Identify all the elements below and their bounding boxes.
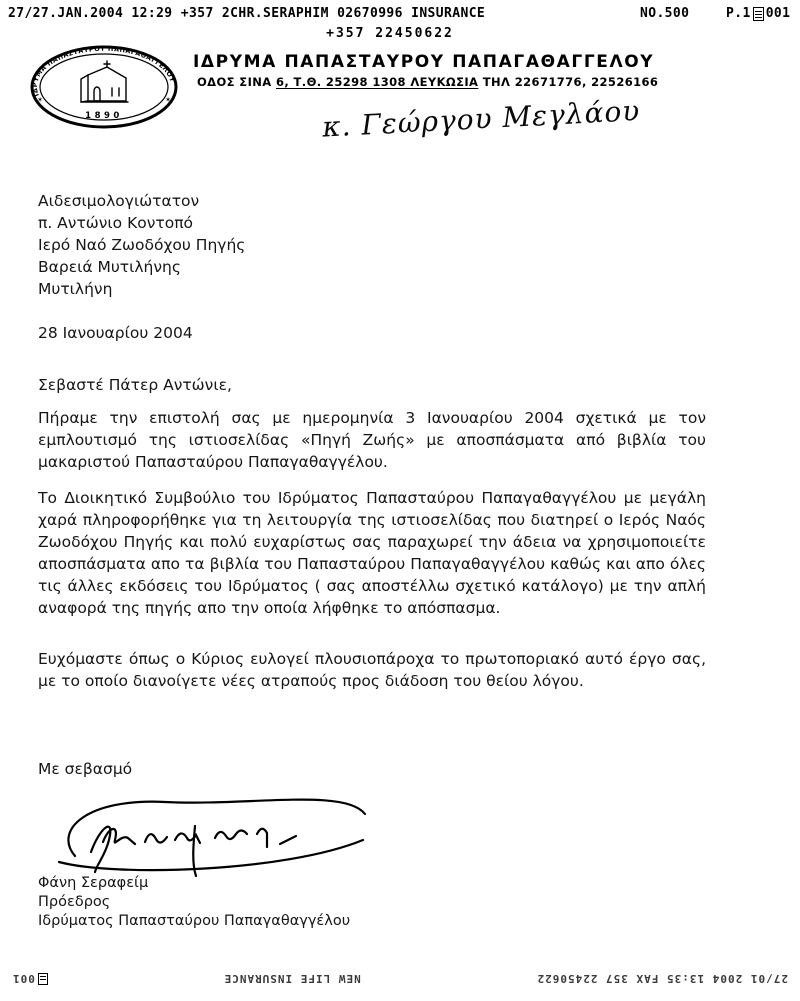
body-paragraph-1: Πήραμε την επιστολή σας με ημερομηνία 3 Ιανουαρίου 2004 σχετικά με τον εμπλουτισμό της ιστιοσελίδας «Πηγή Ζωής» με αποσπάσματα από βιβλία του μακαριστού Παπασταύρου Παπαγαθαγγέλου. <box>38 409 706 471</box>
address-street: ΟΔΟΣ ΣΙΝΑ <box>197 75 276 89</box>
signer-name: Φάνη Σεραφείμ <box>38 875 149 891</box>
svg-text:ΙΔΡΥΜΑ ΠΑΠΑΣΤΑΥΡΟΥ ΠΑΠΑΓΑΘΑΓΓΕ <box>31 45 177 98</box>
signer-block <box>38 874 350 931</box>
fax-header-no: NO.500 <box>640 6 690 21</box>
foundation-seal-icon <box>28 44 180 130</box>
letter-date: 28 Ιανουαρίου 2004 <box>38 324 193 342</box>
letterhead-address <box>197 75 658 89</box>
church-icon <box>81 61 128 102</box>
fax-page-label: P.1 <box>726 6 751 21</box>
recipient-block <box>38 190 245 300</box>
recipient-line: Αιδεσιμολογιώτατον <box>38 192 200 210</box>
recipient-line: Ιερό Ναό Ζωοδόχου Πηγής <box>38 236 246 254</box>
body-paragraph-3: Ευχόμαστε όπως ο Κύριος ευλογεί πλουσιοπάροχα το πρωτοποριακό αυτό έργο σας, με το οποίο διανοίγετε νέες ατραπούς προς διάδοση του θείου λόγου. <box>38 650 706 690</box>
recipient-line: Μυτιλήνη <box>38 280 113 298</box>
address-pobox-city: 6, Τ.Θ. 25298 1308 ΛΕΥΚΩΣΙΑ <box>275 75 479 89</box>
address-phones: ΤΗΛ 22671776, 22526166 <box>478 75 659 89</box>
salutation: Σεβαστέ Πάτερ Αντώνιε, <box>38 376 232 394</box>
fax-phone-number: +357 22450622 <box>326 26 454 41</box>
fax-header-page <box>726 6 790 21</box>
fax-header-datetime-sender: 27/27.JAN.2004 12:29 +357 2CHR.SERAPHIM 02670996 INSURANCE <box>8 6 486 21</box>
footer-page-count: 001 <box>12 972 35 986</box>
recipient-line: π. Αντώνιο Κοντοπό <box>38 214 194 232</box>
signer-org: Ιδρύματος Παπασταύρου Παπαγαθαγγέλου <box>38 913 351 929</box>
signature-icon <box>45 782 385 877</box>
footer-company: NEW LIFE INSURANCE <box>223 972 361 986</box>
signer-title: Πρόεδρος <box>38 894 111 910</box>
footer-page-icon <box>38 973 48 985</box>
recipient-line: Βαρειά Μυτιλήνης <box>38 258 181 276</box>
fax-page-count: 001 <box>765 6 791 21</box>
seal-star-right-icon: ✶ <box>165 96 171 104</box>
letterhead-org-name: ΙΔΡΥΜΑ ΠΑΠΑΣΤΑΥΡΟΥ ΠΑΠΑΓΑΘΑΓΓΕΛΟΥ <box>193 52 655 72</box>
seal-ring-text: ΙΔΡΥΜΑ ΠΑΠΑΣΤΑΥΡΟΥ ΠΑΠΑΓΑΘΑΓΓΕΛΟΥ <box>30 44 177 98</box>
seal-year: 1890 <box>85 111 123 121</box>
fax-footer-rotated <box>0 968 800 990</box>
fax-page-icon <box>753 7 764 21</box>
handwritten-note: κ. Γεώργου Μεγλάου <box>321 93 642 144</box>
body-paragraph-2: Το Διοικητικό Συμβούλιο του Ιδρύματος Παπασταύρου Παπαγαθαγγέλου με μεγάλη χαρά πληροφορήθηκε για τη λειτουργία της ιστιοσελίδας που διατηρεί ο Ιερός Ναός Ζωοδόχου Πηγής και πολύ ευχαρίστως σας παραχωρεί την άδεια να χρησιμοποιείτε αποσπάσματα απο τα βιβλία του Παπασταύρου Παπαγαθαγγέλου καθώς και απο όλες τις άλλες εκδόσεις του Ιδρύματος ( σας αποστέλλω σχετικό κατάλογο) με την απλή αναφορά της πηγής απο την οποία λήφθηκε το απόσπασμα. <box>38 489 706 617</box>
valediction: Με σεβασμό <box>38 760 133 778</box>
fax-transmission-header <box>8 6 792 24</box>
footer-fax-line: 27/01 2004 13:35 FAX 357 22450622 <box>536 972 788 986</box>
seal-star-left-icon: ✶ <box>37 96 43 104</box>
footer-page-count-group <box>12 973 48 986</box>
